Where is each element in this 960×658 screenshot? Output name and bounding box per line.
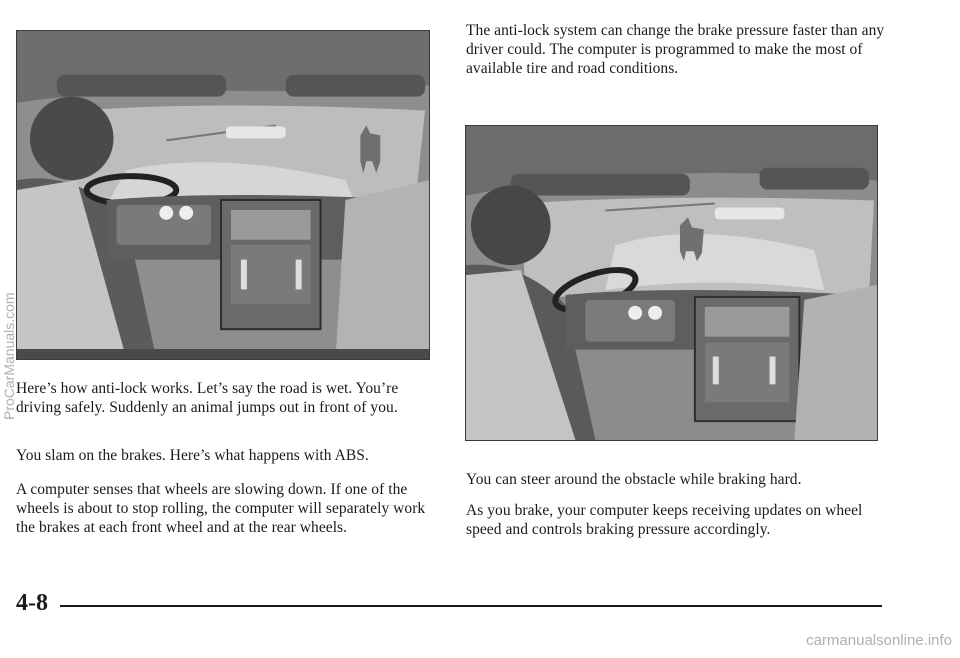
paragraph-slam-brakes: You slam on the brakes. Here’s what happens with ABS. [16,447,369,464]
watermark-bottom: carmanualsonline.info [806,632,952,649]
paragraph-how-abs-works: Here’s how anti-lock works. Let’s say the road is wet. You’re driving safely. Suddenly an animal jumps out in front of you. [16,380,399,416]
illustration-right-drawing [466,126,877,440]
illustration-left-drawing [17,31,429,359]
paragraph-wheel-speed-updates: As you brake, your computer keeps receiving updates on wheel speed and controls braking pressure accordingly. [466,502,863,538]
illustration-driver-steering [465,125,878,441]
paragraph-computer-senses: A computer senses that wheels are slowing down. If one of the wheels is about to stop rolling, the computer will separately work the brakes at each front wheel and at the rear wheels. [16,481,426,536]
paragraph-steer-around: You can steer around the obstacle while braking hard. [466,471,802,488]
page-number: 4-8 [16,590,48,616]
paragraph-abs-pressure: The anti-lock system can change the brake pressure faster than any driver could. The computer is programmed to make the most of available tire and road conditions. [466,22,885,77]
illustration-driver-animal [16,30,430,360]
watermark-side: ProCarManuals.com [1,292,17,420]
footer-rule [60,605,882,607]
